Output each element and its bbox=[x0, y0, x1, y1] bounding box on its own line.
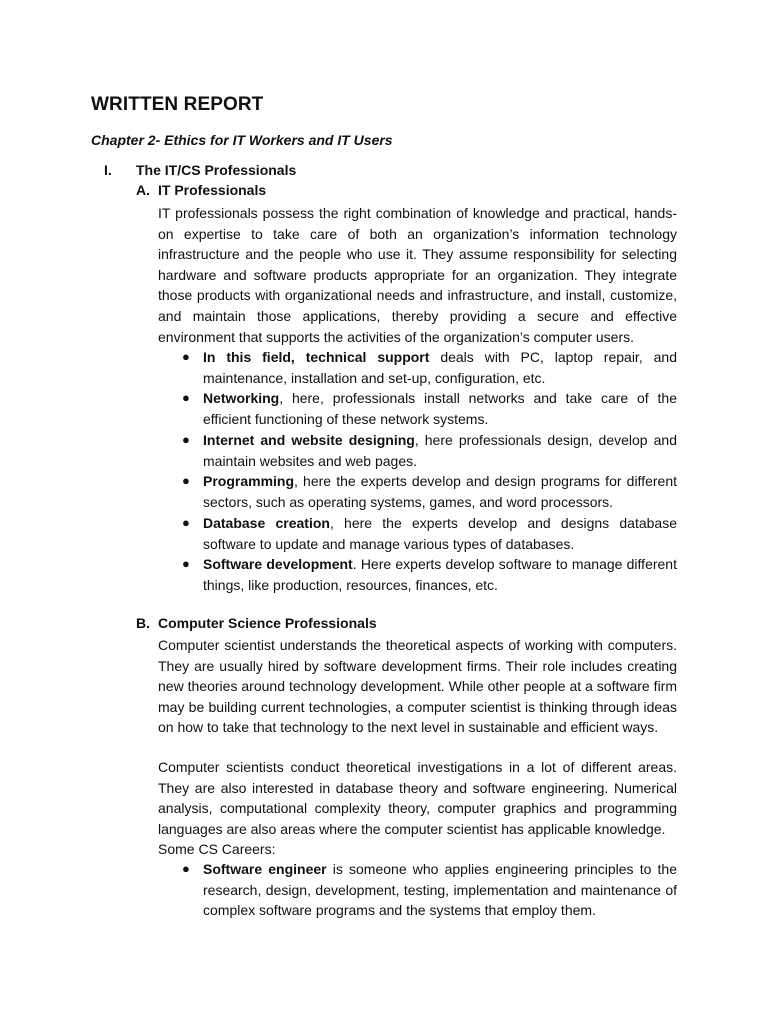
section-i-label: The IT/CS Professionals bbox=[136, 162, 297, 178]
list-item bbox=[158, 430, 677, 471]
bullet-text: , here the experts develop and design programs for different sectors, such as operating systems, games, and word processors. bbox=[203, 473, 677, 511]
list-item bbox=[158, 388, 677, 429]
bullet-text: . Here experts develop software to manage different things, like production, resources, finances, etc. bbox=[203, 556, 677, 594]
list-item bbox=[158, 554, 677, 595]
bullet-icon: ● bbox=[182, 514, 190, 530]
bullet-icon: ● bbox=[182, 390, 190, 406]
bullet-text: , here, professionals install networks and take care of the efficient functioning of these network systems. bbox=[203, 390, 677, 428]
bullet-bold-term: Programming bbox=[203, 473, 295, 490]
cs-careers-list bbox=[158, 859, 677, 921]
it-professionals-paragraph: IT professionals possess the right combination of knowledge and practical, hands-on expertise to take care of both an organization’s information technology infrastructure and the people who use it. They assume responsibility for selecting hardware and software products appropriate for an organization. They integrate those products with organizational needs and infrastructure, and install, customize, and maintain those applications, thereby providing a secure and effective environment that supports the activities of the organization’s computer users. bbox=[158, 205, 677, 345]
bullet-bold-term: Software engineer bbox=[203, 861, 327, 877]
list-item bbox=[158, 513, 677, 554]
bullet-bold-term: In this field, technical support bbox=[203, 349, 430, 365]
section-b-label: Computer Science Professionals bbox=[158, 615, 377, 631]
bullet-text: deals with PC, laptop repair, and maintenance, installation and set-up, configuration, etc. bbox=[203, 349, 677, 386]
bullet-bold-term: Internet and website designing bbox=[203, 431, 415, 448]
section-a-number: A. bbox=[136, 182, 150, 198]
cs-professionals-paragraph-2: Computer scientists conduct theoretical investigations in a lot of different areas. They are also interested in database theory and software engineering. Numerical analysis, computational complexity theory, computer graphics and programming languages are also areas where the computer scientist has applicable knowledge. bbox=[158, 759, 677, 837]
bullet-icon: ● bbox=[182, 349, 190, 364]
chapter-heading: Chapter 2- Ethics for IT Workers and IT Users bbox=[91, 132, 393, 148]
cs-careers-label: Some CS Careers: bbox=[158, 841, 276, 857]
section-i-heading bbox=[104, 162, 296, 178]
section-a-label: IT Professionals bbox=[158, 182, 267, 198]
bullet-text: is someone who applies engineering principles to the research, design, development, testing, implementation and maintenance of complex software programs and the systems that employ them. bbox=[203, 861, 677, 919]
section-b-heading bbox=[136, 615, 377, 631]
it-fields-list bbox=[158, 347, 677, 596]
section-b-number: B. bbox=[136, 615, 150, 631]
cs-professionals-paragraph-1: Computer scientist understands the theoretical aspects of working with computers. They are usually hired by software development firms. Their role includes creating new theories around technology development. While other people at a software firm may be building current technologies, a computer scientist is thinking through ideas on how to take that technology to the next level in sustainable and efficient ways. bbox=[158, 637, 677, 736]
list-item bbox=[158, 859, 677, 921]
bullet-bold-term: Database creation bbox=[203, 514, 330, 531]
bullet-icon: ● bbox=[182, 431, 190, 447]
bullet-icon: ● bbox=[182, 861, 190, 876]
list-item bbox=[158, 347, 677, 388]
section-i-number: I. bbox=[104, 162, 112, 178]
bullet-bold-term: Software development bbox=[203, 556, 353, 573]
bullet-text: , here the experts develop and designs database software to update and manage various types of databases. bbox=[203, 514, 677, 552]
list-item bbox=[158, 471, 677, 512]
bullet-text: , here professionals design, develop and maintain websites and web pages. bbox=[203, 431, 677, 469]
bullet-icon: ● bbox=[182, 556, 190, 572]
document-title: WRITTEN REPORT bbox=[91, 94, 264, 115]
bullet-icon: ● bbox=[182, 473, 190, 489]
bullet-bold-term: Networking bbox=[203, 390, 280, 407]
section-a-heading bbox=[136, 182, 266, 198]
